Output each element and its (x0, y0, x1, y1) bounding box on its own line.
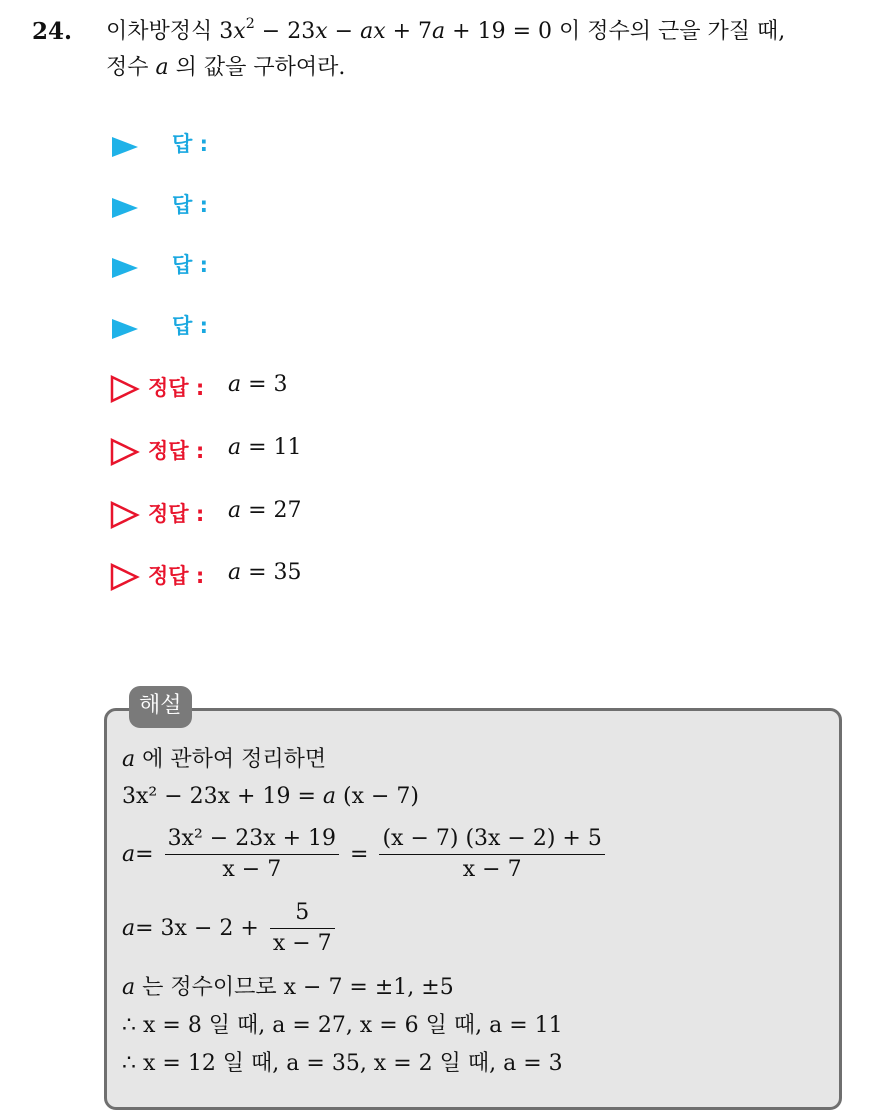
play-triangle-icon (112, 258, 138, 278)
solution-line-3 (122, 824, 609, 885)
answer-label: 답 : (172, 314, 208, 338)
sol-text: 에 관하여 정리하면 (135, 747, 327, 772)
solution-line-2 (122, 784, 419, 809)
fraction (379, 824, 604, 885)
correct-answer-label: 정답 : (148, 502, 205, 526)
fraction (165, 824, 339, 885)
answer-value: = 3 (248, 372, 288, 397)
question-text (106, 14, 876, 86)
fraction-denominator: x − 7 (462, 857, 522, 882)
play-triangle-icon (112, 319, 138, 339)
eq-part: − 23 (254, 19, 316, 44)
fraction-numerator: 5 (270, 898, 335, 929)
sol-text: = (135, 842, 154, 867)
answer-label: 답 : (172, 132, 208, 156)
answer-value: = 35 (248, 560, 302, 585)
fraction-denominator: x − 7 (272, 931, 332, 956)
answer-var: a (228, 498, 242, 523)
question-text-part: 정수 (106, 55, 156, 80)
correct-answer-value (228, 435, 302, 460)
eq-part: + 19 = 0 (445, 19, 552, 44)
question-number: 24. (32, 18, 73, 45)
fraction-numerator: 3x² − 23x + 19 (165, 824, 339, 855)
question-prefix: 이차방정식 (106, 19, 220, 44)
sol-var: a (122, 842, 136, 867)
eq-var: x (373, 19, 386, 44)
fraction (270, 898, 335, 959)
correct-answer-label: 정답 : (148, 439, 205, 463)
correct-answer-value (228, 560, 302, 585)
outline-triangle-icon (110, 375, 140, 403)
solution-line-7: ∴ x = 12 일 때, a = 35, x = 2 일 때, a = 3 (122, 1051, 563, 1076)
sol-var: a (122, 975, 136, 1000)
eq-part: 3 (219, 19, 234, 44)
eq-part: + 7 (385, 19, 433, 44)
sol-var: a (122, 916, 136, 941)
sol-text: 는 정수이므로 x − 7 = ±1, ±5 (135, 975, 454, 1000)
answer-value: = 27 (248, 498, 302, 523)
eq-var: x (233, 19, 246, 44)
answer-label: 답 : (172, 193, 208, 217)
sol-text: = (350, 842, 369, 867)
sol-text: = 3x − 2 + (135, 916, 259, 941)
correct-answer-value (228, 498, 302, 523)
answer-var: a (228, 560, 242, 585)
sol-text: (x − 7) (336, 784, 419, 809)
outline-triangle-icon (110, 438, 140, 466)
answer-value: = 11 (248, 435, 302, 460)
eq-var: a (155, 55, 169, 80)
eq-var: x (315, 19, 328, 44)
fraction-numerator: (x − 7) (3x − 2) + 5 (379, 824, 604, 855)
solution-line-1 (122, 742, 326, 773)
solution-line-5 (122, 970, 454, 1001)
eq-var: a (432, 19, 446, 44)
outline-triangle-icon (110, 501, 140, 529)
question-line-2 (106, 50, 876, 86)
sol-var: a (122, 747, 136, 772)
question-text-part: 의 값을 구하여라. (168, 55, 346, 80)
sol-var: a (322, 784, 337, 809)
answer-var: a (228, 435, 242, 460)
correct-answer-value (228, 372, 288, 397)
solution-line-6: ∴ x = 8 일 때, a = 27, x = 6 일 때, a = 11 (122, 1013, 563, 1038)
eq-exponent: 2 (245, 16, 255, 32)
correct-answer-label: 정답 : (148, 376, 205, 400)
correct-answer-label: 정답 : (148, 564, 205, 588)
play-triangle-icon (112, 137, 138, 157)
solution-tag: 해설 (129, 686, 192, 728)
sol-text: 3x² − 23x + 19 = (122, 784, 323, 809)
eq-var: a (360, 19, 374, 44)
eq-part: − (327, 19, 361, 44)
question-line-1 (106, 14, 876, 50)
play-triangle-icon (112, 198, 138, 218)
solution-line-4 (122, 898, 339, 959)
answer-label: 답 : (172, 253, 208, 277)
answer-var: a (228, 372, 242, 397)
outline-triangle-icon (110, 563, 140, 591)
question-suffix: 이 정수의 근을 가질 때, (552, 19, 786, 44)
fraction-denominator: x − 7 (222, 857, 282, 882)
